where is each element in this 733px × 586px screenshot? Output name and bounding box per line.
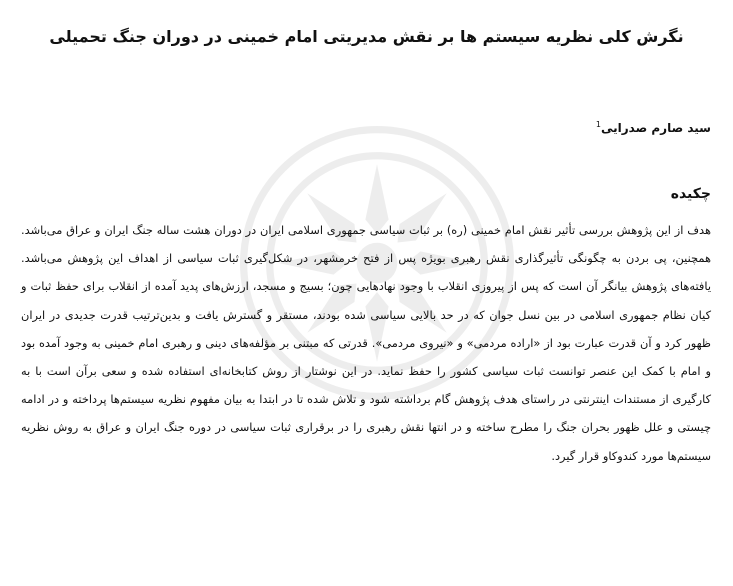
author-footnote-marker: 1 [595, 120, 601, 129]
author-name [596, 116, 711, 137]
document-title: نگرش کلی نظریه سیستم ها بر نقش مدیریتی امام خمینی در دوران جنگ تحمیلی [49, 27, 684, 46]
abstract-heading: چکیده [670, 186, 711, 202]
abstract-text: هدف از این پژوهش بررسی تأثیر نقش امام خمینی (ره) بر ثبات سیاسی جمهوری اسلامی ایران در دوران هشت ساله جنگ ایران و عراق می‌باشد. همچنین، پی بردن به چگونگی تأثیرگذاری نقش رهبری بویژه پس از فتح خرمشهر، در شکل‌گیری ثبات سیاسی از اهداف این پژوهش می‌باشد. یافته‌های پژوهش بیانگر آن است که پس از پیروزی انقلاب با وجود نهادهایی چون؛ بسیج و مسجد، ارزش‌های پدید آمده از انقلاب برای حفظ ثبات و کیان نظام جمهوری اسلامی در بین نسل جوان که در حد بالایی سیاسی شده بودند، مستقر و گسترش یافت و بدین‌ترتیب قدرت جدیدی در ایران ظهور کرد و آن قدرت عبارت بود از «اراده مردمی» و «نیروی مردمی». قدرتی که مبتنی بر مؤلفه‌های دینی و رهبری امام خمینی به وجود آمده بود و امام با کمک این عنصر توانست ثبات سیاسی کشور را حفظ نماید. در این نوشتار از روش کتابخانه‌ای استفاده شده و سعی برآن است با به کارگیری از مستندات اینترنتی در راستای هدف پژوهش گام برداشته شود و تلاش شده تا در ابتدا به بیان مفهوم نظریه سیستم‌ها پرداخته و در ادامه چیستی و علل ظهور بحران جنگ را مطرح ساخته و در انتها نقش رهبری را در برقراری ثبات سیاسی در دوره جنگ ایران و عراق به روش نظریه سیستم‌ها مورد کندوکاو قرار گیرد. [21, 223, 711, 463]
author-name-text: سید صارم صدرایی [601, 121, 711, 135]
